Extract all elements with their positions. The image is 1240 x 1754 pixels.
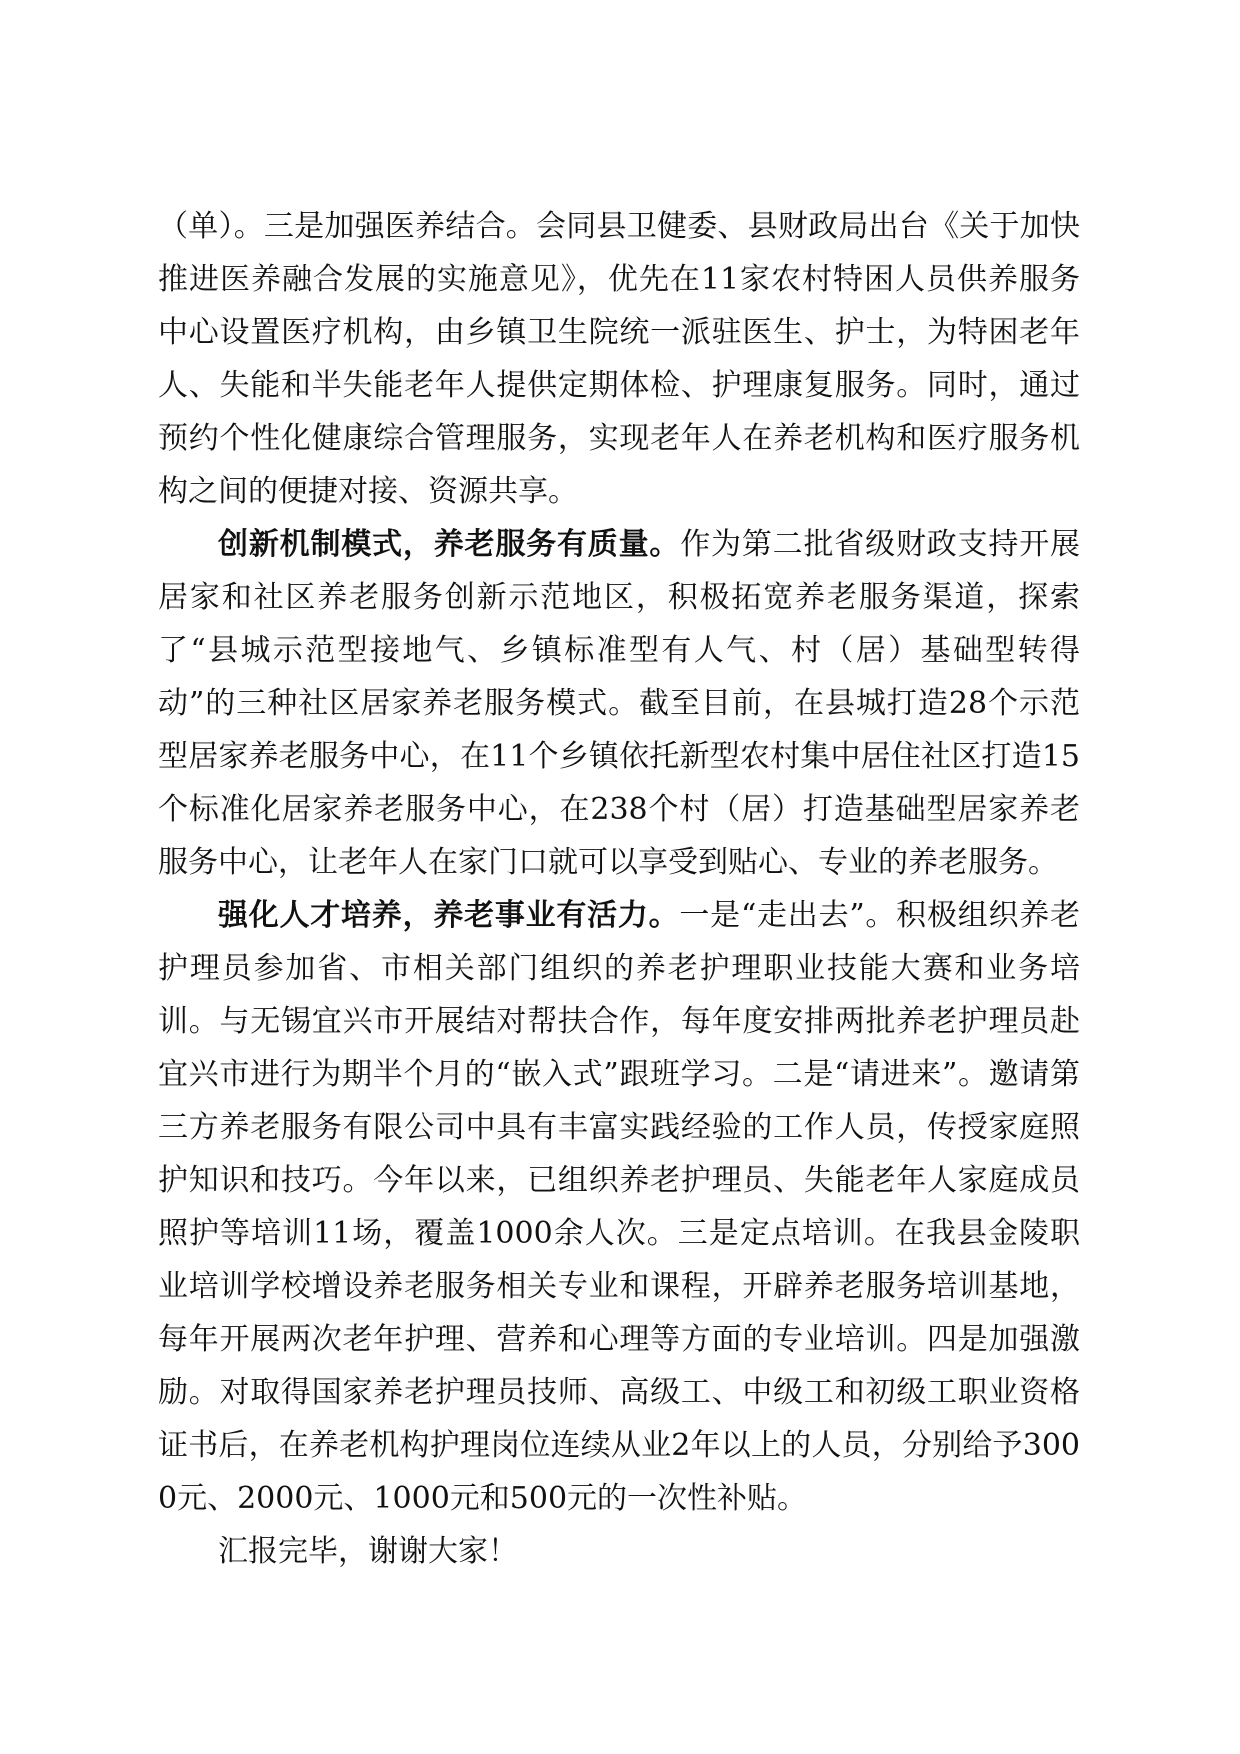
paragraph-medical-care [158,200,1080,518]
paragraph-lead-heading: 强化人才培养，养老事业有活力。 [218,898,680,933]
paragraph-text: 作为第二批省级财政支持开展居家和社区养老服务创新示范地区，积极拓宽养老服务渠道，探索了“县城示范型接地气、乡镇标准型有人气、村（居）基础型转得动”的三种社区居家养老服务模式。截至目前，在县城打造28个示范型居家养老服务中心，在11个乡镇依托新型农村集中居住社区打造15个标准化居家养老服务中心，在238个村（居）打造基础型居家养老服务中心，让老年人在家门口就可以享受到贴心、专业的养老服务。 [158,527,1081,880]
paragraph-lead-heading: 创新机制模式，养老服务有质量。 [218,527,681,562]
document-page [158,200,1080,1578]
paragraph-text: 一是“走出去”。积极组织养老护理员参加省、市相关部门组织的养老护理职业技能大赛和业务培训。与无锡宜兴市开展结对帮扶合作，每年度安排两批养老护理员赴宜兴市进行为期半个月的“嵌入式”跟班学习。二是“请进来”。邀请第三方养老服务有限公司中具有丰富实践经验的工作人员，传授家庭照护知识和技巧。今年以来，已组织养老护理员、失能老年人家庭成员照护等培训11场，覆盖1000余人次。三是定点培训。在我县金陵职业培训学校增设养老服务相关专业和课程，开辟养老服务培训基地，每年开展两次老年护理、营养和心理等方面的专业培训。四是加强激励。对取得国家养老护理员技师、高级工、中级工和初级工职业资格证书后，在养老机构护理岗位连续从业2年以上的人员，分别给予3000元、2000元、1000元和500元的一次性补贴。 [158,898,1080,1516]
paragraph-service-model [158,518,1080,889]
paragraph-text: （单）。三是加强医养结合。会同县卫健委、县财政局出台《关于加快推进医养融合发展的实施意见》，优先在11家农村特困人员供养服务中心设置医疗机构，由乡镇卫生院统一派驻医生、护士，为特困老年人、失能和半失能老年人提供定期体检、护理康复服务。同时，通过预约个性化健康综合管理服务，实现老年人在养老机构和医疗服务机构之间的便捷对接、资源共享。 [158,209,1080,509]
paragraph-text: 汇报完毕，谢谢大家！ [218,1534,518,1569]
paragraph-talent-training [158,889,1080,1525]
paragraph-closing [158,1525,1080,1578]
